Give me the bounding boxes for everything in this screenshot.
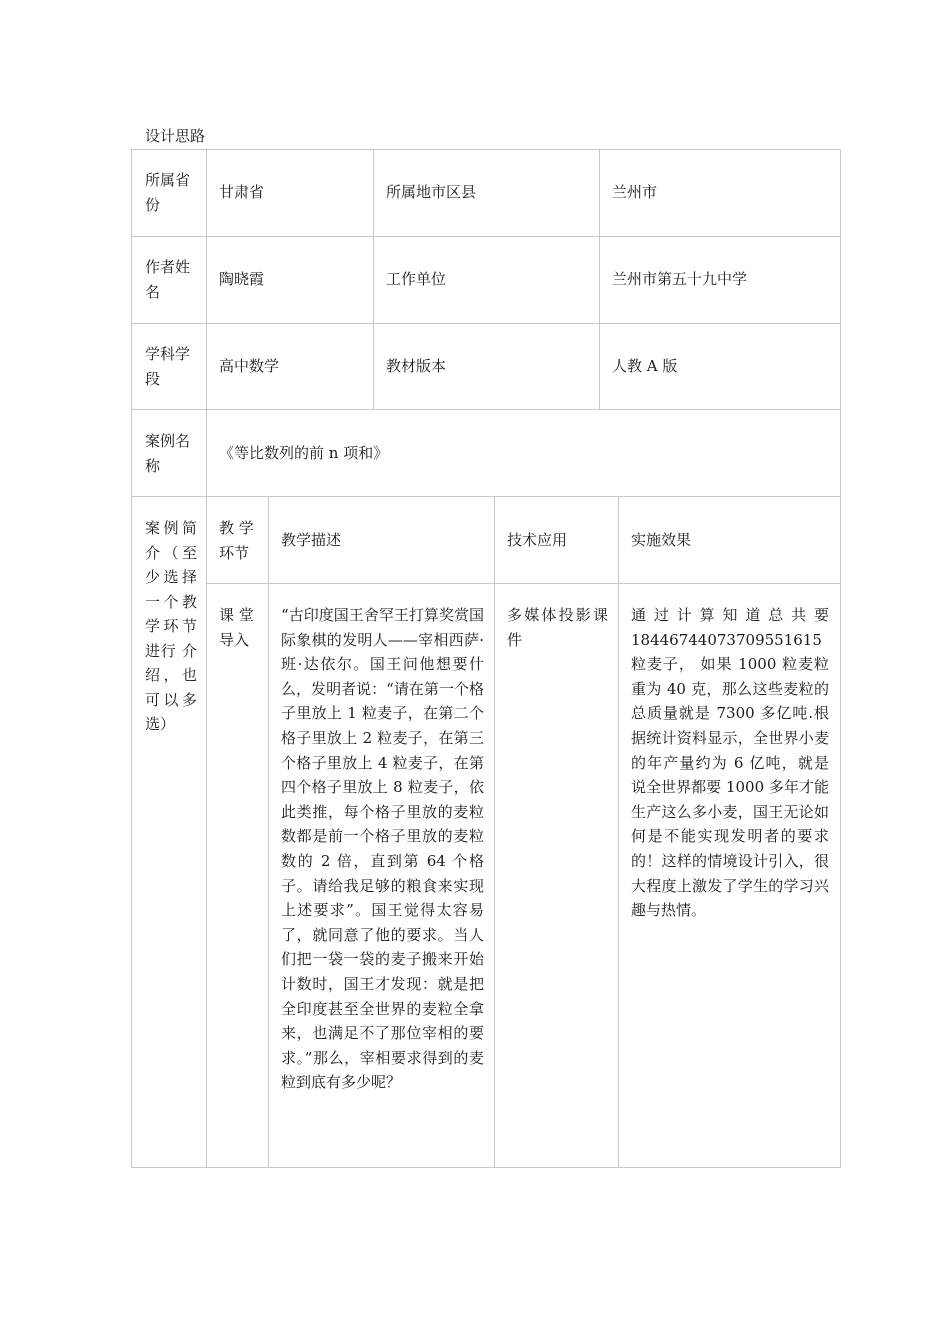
edition-label: 教材版本	[386, 357, 447, 375]
district-value: 兰州市	[612, 183, 658, 201]
edition-value: 人教 A 版	[612, 357, 678, 375]
subject-value: 高中数学	[219, 357, 280, 375]
technology-header: 技术应用	[507, 531, 568, 549]
page-title: 设计思路	[145, 127, 206, 145]
row-divider	[131, 236, 841, 237]
column-divider	[373, 149, 374, 410]
case-name-label: 案例名称	[145, 432, 191, 475]
author-value: 陶晓霞	[219, 270, 265, 288]
case-intro-label: 案例简介（至少选择一个教学环节进行 介绍，也可以多选）	[145, 519, 197, 733]
row-divider	[131, 409, 841, 410]
table-border-right	[840, 149, 841, 1168]
technology-cell: 多媒体投影课件	[507, 606, 608, 649]
unit-value: 兰州市第五十九中学	[612, 270, 748, 288]
effect-cell: 通过计算知道总共要 18446744073709551615 粒麦子， 如果 1000 粒麦粒重为 40 克，那么这些麦粒的总质量就是 7300 多亿吨.根据统计资料显示，全世界小麦的年产量约为 6 亿吨，就是说全世界都要 1000 多年才能生产这么多小麦，国王无论如何是不能实现发明者的要求的！这样的情境设计引入，很大程度上激发了学生的学习兴趣与热情。	[631, 606, 829, 920]
row-divider	[131, 496, 841, 497]
column-divider	[599, 149, 600, 410]
description-cell: “古印度国王舍罕王打算奖赏国际象棋的发明人——宰相西萨·班·达依尔。国王问他想要什么，发明者说：“请在第一个格子里放上 1 粒麦子，在第二个格子里放上 2 粒麦子，在第三个格子里放上 4 粒麦子，在第四个格子里放上 8 粒麦子，依此类推，每个格子里放的麦粒数都是前一个格子里放的麦粒数的 2 倍，直到第 64 个格子。请给我足够的粮食来实现上述要求”。国王觉得太容易了，就同意了他的要求。当人们把一袋一袋的麦子搬来开始计数时，国王才发现：就是把全印度甚至全世界的麦粒全拿来，也满足不了那位宰相的要求。”那么，宰相要求得到的麦粒到底有多少呢？	[281, 606, 484, 1092]
subtable-column-divider	[268, 496, 269, 1168]
effect-header: 实施效果	[631, 531, 692, 549]
province-value: 甘肃省	[219, 183, 265, 201]
subtable-column-divider	[494, 496, 495, 1168]
district-label: 所属地市区县	[386, 183, 477, 201]
description-header: 教学描述	[281, 531, 342, 549]
subtable-divider	[206, 583, 841, 584]
table-border-bottom	[131, 1167, 841, 1168]
author-label: 作者姓名	[145, 258, 191, 301]
subtable-column-divider	[618, 496, 619, 1168]
case-name-value: 《等比数列的前 n 项和》	[219, 444, 389, 462]
row-divider	[131, 323, 841, 324]
province-label: 所属省份	[145, 171, 191, 214]
stage-cell: 课 堂导入	[219, 606, 254, 649]
table-border-left	[131, 149, 132, 1168]
table-border-top	[131, 149, 841, 150]
unit-label: 工作单位	[386, 270, 447, 288]
label-column-divider	[206, 149, 207, 1168]
subject-label: 学科学段	[145, 345, 191, 388]
stage-header: 教 学环节	[219, 519, 254, 562]
